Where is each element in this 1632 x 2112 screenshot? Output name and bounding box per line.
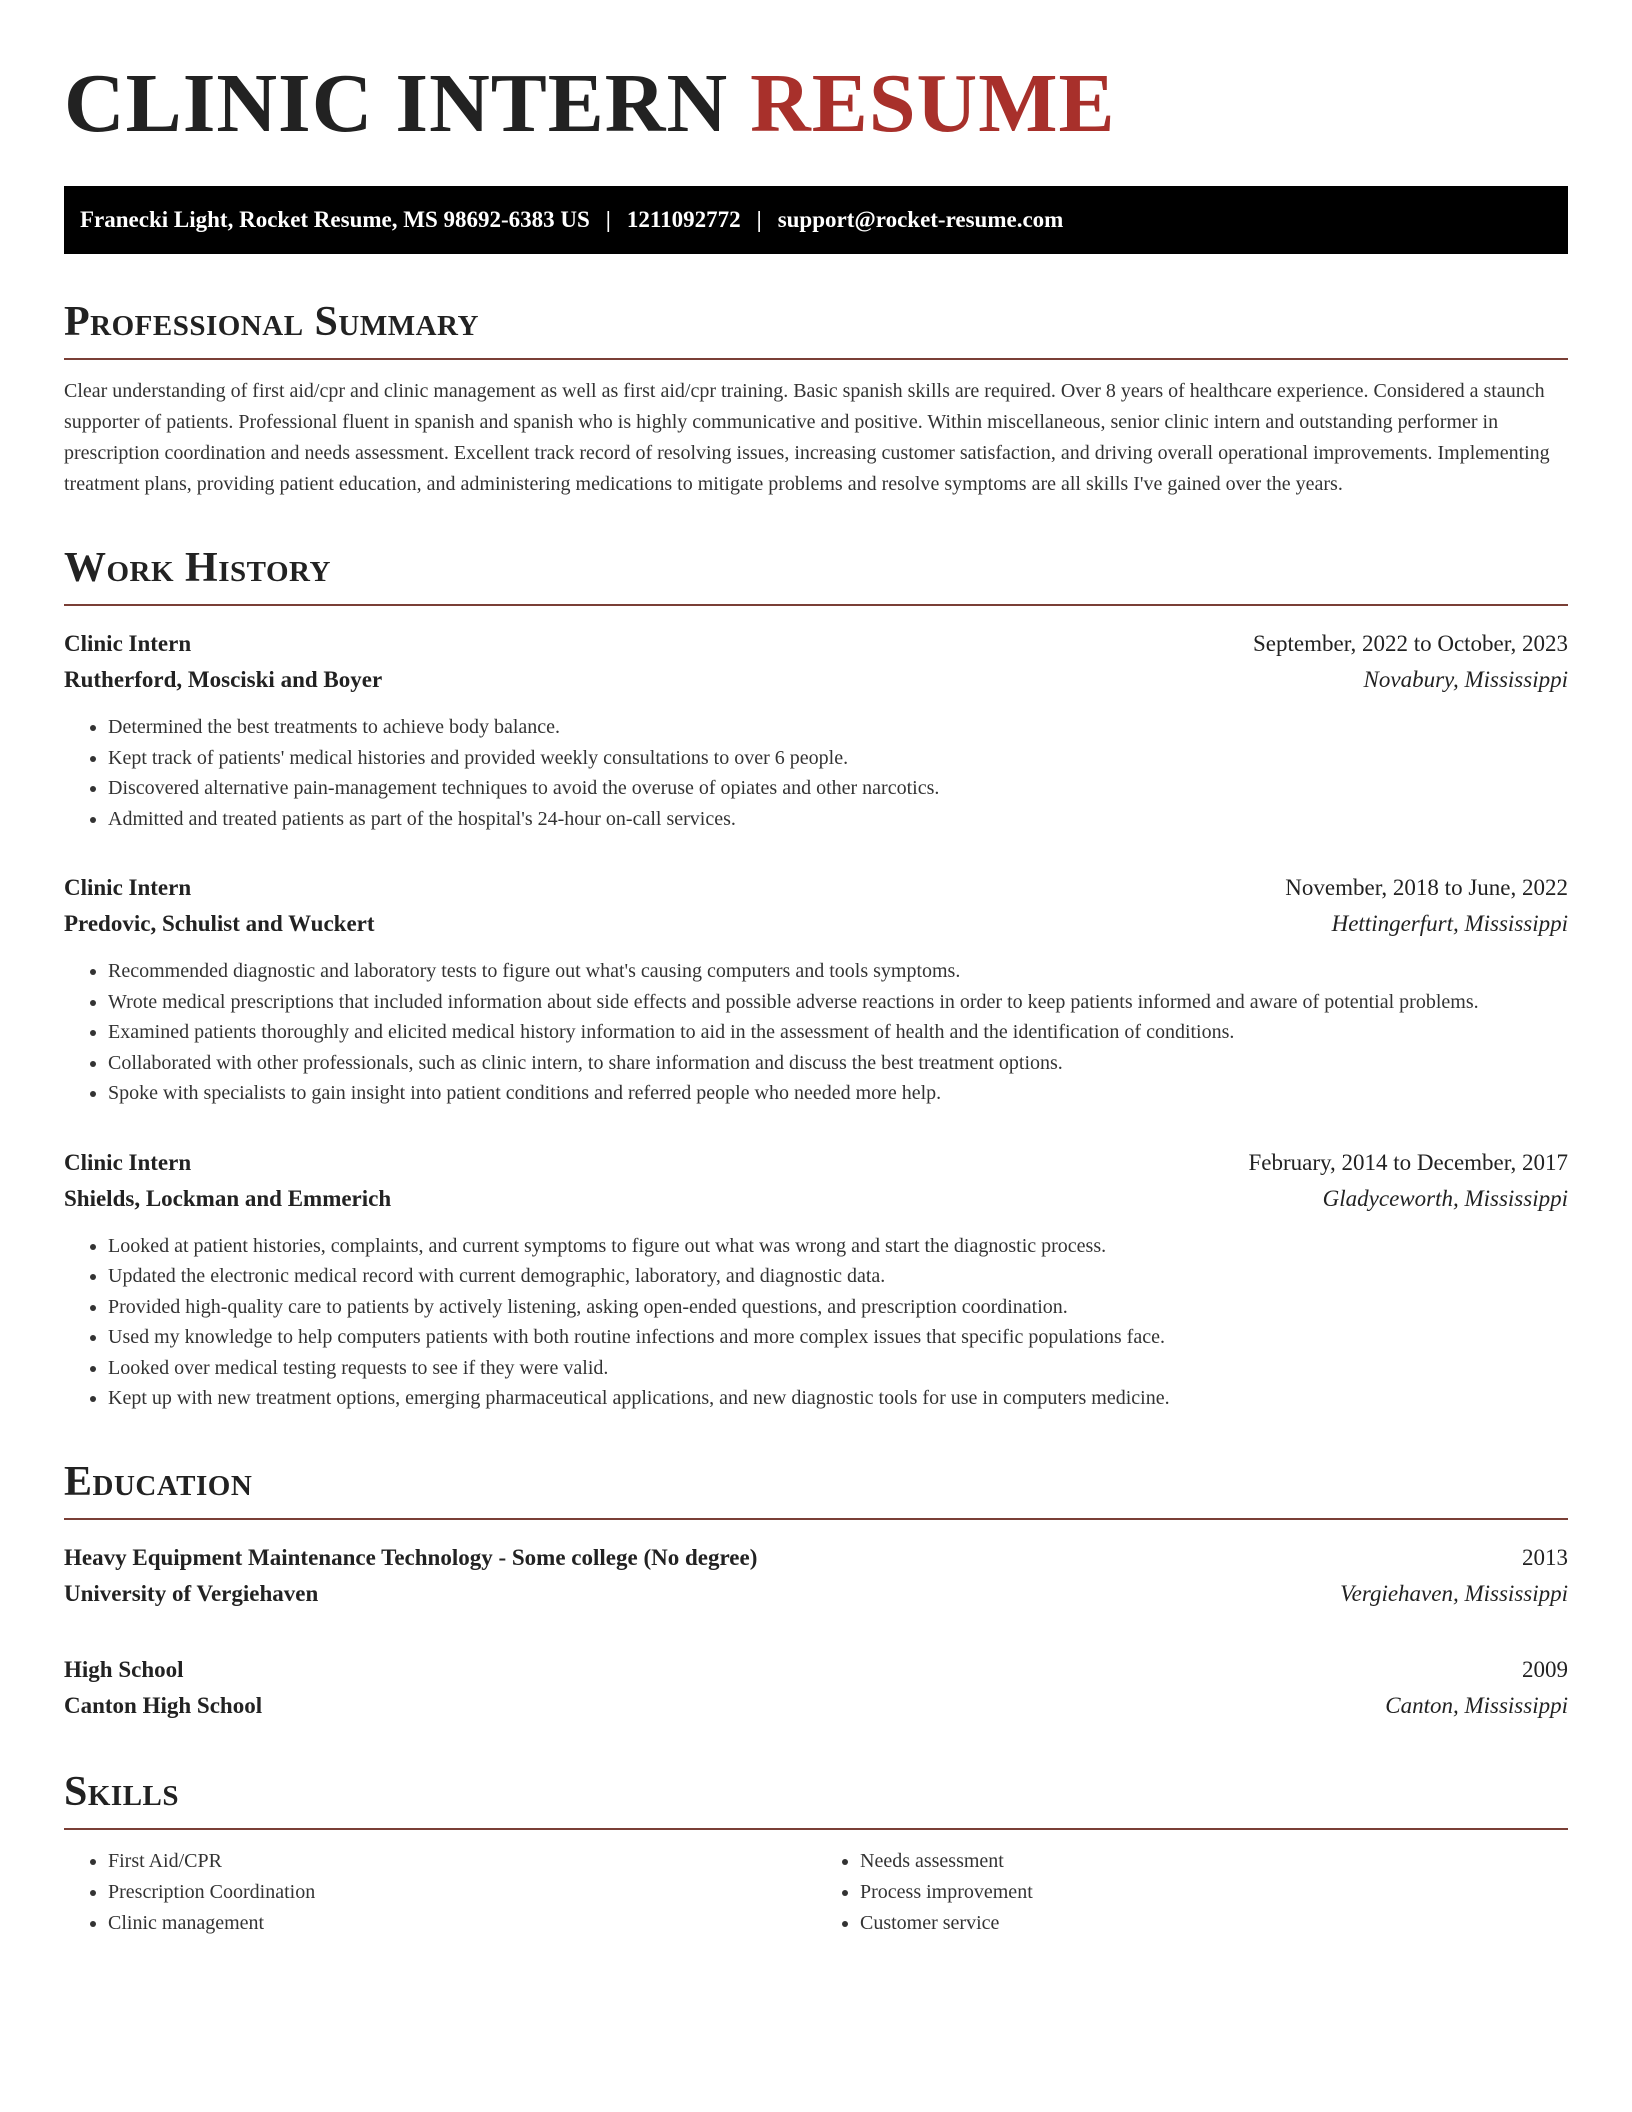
job-bullet: • Examined patients thoroughly and elicited medical history information to aid in the assessment of health and the identification of conditions. xyxy=(108,1017,1568,1048)
skill-item: • Needs assessment xyxy=(860,1846,1568,1877)
education-entry xyxy=(64,1652,1568,1724)
job-bullet: • Determined the best treatments to achieve body balance. xyxy=(108,712,1568,743)
job-entry xyxy=(64,870,1568,1109)
job-entry xyxy=(64,1145,1568,1414)
education-entry xyxy=(64,1540,1568,1612)
job-title: Clinic Intern xyxy=(64,875,192,900)
resume-title xyxy=(64,0,1568,152)
section-divider xyxy=(64,604,1568,606)
job-bullets xyxy=(64,956,1568,1109)
skills-column-right xyxy=(816,1846,1568,1939)
summary-heading: Professional Summary xyxy=(64,299,479,345)
education-heading: Education xyxy=(64,1458,253,1505)
education-location: Vergiehaven, Mississippi xyxy=(1340,1580,1568,1606)
contact-phone: 1211092772 xyxy=(626,207,741,232)
section-divider xyxy=(64,358,1568,360)
job-bullet: • Provided high-quality care to patients by actively listening, asking open-ended questions, and prescription coordination. xyxy=(108,1292,1568,1323)
education-school: Canton High School xyxy=(64,1692,263,1718)
job-dates: September, 2022 to October, 2023 xyxy=(1253,631,1568,656)
contact-email: support@rocket-resume.com xyxy=(777,207,1064,232)
job-bullet: • Looked at patient histories, complaints, and current symptoms to figure out what was wrong and start the diagnostic process. xyxy=(108,1231,1568,1262)
job-bullets xyxy=(64,712,1568,834)
work-history-heading: Work History xyxy=(64,545,331,591)
job-bullet: • Spoke with specialists to gain insight into patient conditions and referred people who needed more help. xyxy=(108,1078,1568,1109)
section-divider xyxy=(64,1828,1568,1830)
contact-separator: | xyxy=(605,207,611,232)
job-title: Clinic Intern xyxy=(64,1149,192,1175)
job-bullet: • Used my knowledge to help computers patients with both routine infections and more complex issues that specific populations face. xyxy=(108,1322,1568,1353)
job-bullet: • Kept track of patients' medical histories and provided weekly consultations to over 6 people. xyxy=(108,743,1568,774)
education-location: Canton, Mississippi xyxy=(1385,1692,1568,1718)
education-year: 2013 xyxy=(1522,1544,1568,1570)
job-bullet: • Updated the electronic medical record with current demographic, laboratory, and diagnostic data. xyxy=(108,1261,1568,1292)
job-bullet: • Kept up with new treatment options, emerging pharmaceutical applications, and new diagnostic tools for use in computers medicine. xyxy=(108,1383,1568,1414)
job-bullets xyxy=(64,1231,1568,1414)
job-bullet: • Discovered alternative pain-management techniques to avoid the overuse of opiates and other narcotics. xyxy=(108,773,1568,804)
job-entry xyxy=(64,626,1568,834)
contact-bar xyxy=(64,186,1568,254)
education-year: 2009 xyxy=(1522,1656,1568,1682)
contact-separator: | xyxy=(756,207,762,232)
job-bullet: • Admitted and treated patients as part of the hospital's 24-hour on-call services. xyxy=(108,804,1568,835)
job-dates: November, 2018 to June, 2022 xyxy=(1285,875,1568,900)
education-school: University of Vergiehaven xyxy=(64,1580,319,1606)
section-divider xyxy=(64,1518,1568,1520)
contact-address: Franecki Light, Rocket Resume, MS 98692-6383 US xyxy=(80,207,590,232)
education-degree: High School xyxy=(64,1656,184,1682)
skills-heading: Skills xyxy=(64,1768,180,1815)
title-accent: RESUME xyxy=(750,57,1116,150)
skills-list xyxy=(64,1846,1568,1939)
education-section xyxy=(64,1458,1568,1724)
skill-item: • Prescription Coordination xyxy=(108,1877,816,1908)
job-bullet: • Collaborated with other professionals, such as clinic intern, to share information and discuss the best treatment options. xyxy=(108,1048,1568,1079)
skill-item: • Clinic management xyxy=(108,1908,816,1939)
job-bullet: • Recommended diagnostic and laboratory tests to figure out what's causing computers and tools symptoms. xyxy=(108,956,1568,987)
work-history-section xyxy=(64,544,1568,1414)
job-title: Clinic Intern xyxy=(64,631,192,656)
skill-item: • Process improvement xyxy=(860,1877,1568,1908)
job-company: Predovic, Schulist and Wuckert xyxy=(64,911,375,936)
summary-section xyxy=(64,298,1568,500)
job-company: Rutherford, Mosciski and Boyer xyxy=(64,667,383,692)
job-location: Gladyceworth, Mississippi xyxy=(1322,1185,1568,1211)
skills-section xyxy=(64,1768,1568,1939)
skill-item: • Customer service xyxy=(860,1908,1568,1939)
education-degree: Heavy Equipment Maintenance Technology - Some college (No degree) xyxy=(64,1544,758,1570)
job-dates: February, 2014 to December, 2017 xyxy=(1248,1149,1568,1175)
job-bullet: • Wrote medical prescriptions that included information about side effects and possible adverse reactions in order to keep patients informed and aware of potential problems. xyxy=(108,987,1568,1018)
job-location: Novabury, Mississippi xyxy=(1363,667,1568,692)
skills-column-left xyxy=(64,1846,816,1939)
summary-text: Clear understanding of first aid/cpr and clinic management as well as first aid/cpr training. Basic spanish skills are required. Over 8 years of healthcare experience. Considered a staunch supporter of patients. Professional fluent in spanish and spanish who is highly communicative and positive. Within miscellaneous, senior clinic intern and outstanding performer in prescription coordination and needs assessment. Excellent track record of resolving issues, increasing customer satisfaction, and driving overall operational improvements. Implementing treatment plans, providing patient education, and administering medications to mitigate problems and resolve symptoms are all skills I've gained over the years. xyxy=(64,380,1550,495)
job-location: Hettingerfurt, Mississippi xyxy=(1331,911,1568,936)
job-bullet: • Looked over medical testing requests to see if they were valid. xyxy=(108,1353,1568,1384)
skill-item: • First Aid/CPR xyxy=(108,1846,816,1877)
job-company: Shields, Lockman and Emmerich xyxy=(64,1185,392,1211)
title-main: CLINIC INTERN xyxy=(64,57,729,150)
